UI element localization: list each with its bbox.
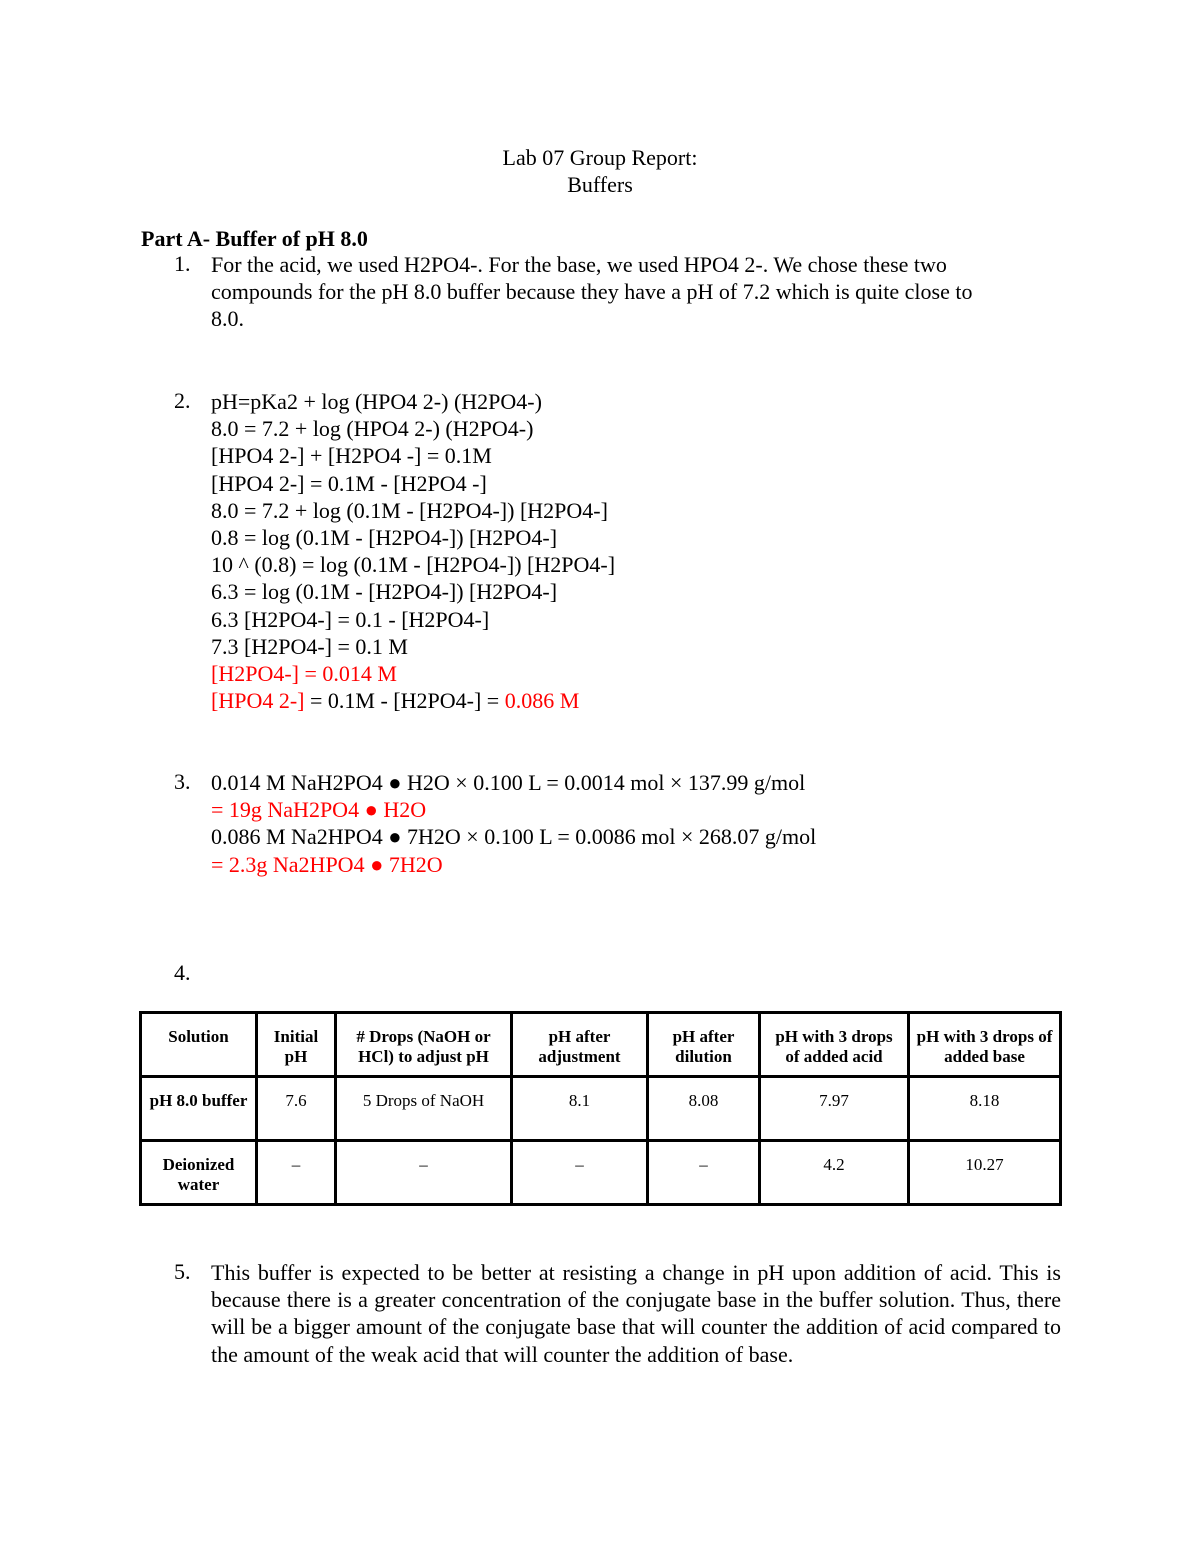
header-ph-added-base: pH with 3 drops of added base [909,1013,1061,1077]
table-cell: 8.1 [512,1077,648,1141]
q2-result-hpo4-expression: = 0.1M - [H2PO4-] = [304,688,505,714]
header-ph-after-dilution: pH after dilution [648,1013,760,1077]
q2-result-hpo4-label: [HPO4 2-] [211,688,305,714]
q2-result-hpo4-value: 0.086 M [504,688,580,714]
table-cell: Deionized water [141,1141,257,1205]
table-cell: – [336,1141,512,1205]
part-a-heading: Part A- Buffer of pH 8.0 [141,226,368,251]
question-5-number: 5. [174,1259,191,1284]
header-initial-ph: Initial pH [257,1013,336,1077]
report-title: Lab 07 Group Report: [502,145,698,170]
header-ph-added-acid: pH with 3 drops of added acid [760,1013,909,1077]
results-table [139,1011,1062,1206]
q2-line-8: 6.3 = log (0.1M - [H2PO4-]) [H2PO4-] [211,579,558,605]
table-cell: – [512,1141,648,1205]
q2-line-4: [HPO4 2-] = 0.1M - [H2PO4 -] [211,470,487,496]
q2-line-10: 7.3 [H2PO4-] = 0.1 M [211,633,408,659]
header-solution: Solution [141,1013,257,1077]
question-3-number: 3. [174,769,191,794]
table-cell: 7.97 [760,1077,909,1141]
q1-line-2: compounds for the pH 8.0 buffer because they have a pH of 7.2 which is quite close to [211,279,973,305]
q2-line-6: 0.8 = log (0.1M - [H2PO4-]) [H2PO4-] [211,524,558,550]
q1-line-1: For the acid, we used H2PO4-. For the base, we used HPO4 2-. We chose these two [211,252,947,277]
q2-line-1: pH=pKa2 + log (HPO4 2-) (H2PO4-) [211,389,542,414]
q5-text: This buffer is expected to be better at resisting a change in pH upon addition of acid. This is because there is a greater concentration of the conjugate base in the buffer solution. Thus, there will be a bigger amount of the conjugate base that will counter the addition of acid compared to the amount of the weak acid that will counter the addition of base. [211,1260,1061,1367]
q2-result-h2po4: [H2PO4-] = 0.014 M [211,660,397,686]
question-1-number: 1. [174,251,191,276]
q2-result-hpo4 [211,687,1061,714]
table-row [141,1077,1061,1141]
header-ph-after-adjustment: pH after adjustment [512,1013,648,1077]
q1-line-3: 8.0. [211,306,244,332]
q2-line-2: 8.0 = 7.2 + log (HPO4 2-) (H2PO4-) [211,416,534,442]
header-drops: # Drops (NaOH or HCl) to adjust pH [336,1013,512,1077]
q3-line-2: = 19g NaH2PO4 ● H2O [211,797,427,823]
q2-line-9: 6.3 [H2PO4-] = 0.1 - [H2PO4-] [211,606,490,632]
table-cell: 5 Drops of NaOH [336,1077,512,1141]
q3-line-4: = 2.3g Na2HPO4 ● 7H2O [211,851,443,877]
question-4-number: 4. [174,960,191,985]
table-cell: 7.6 [257,1077,336,1141]
table-cell: 10.27 [909,1141,1061,1205]
q2-line-5: 8.0 = 7.2 + log (0.1M - [H2PO4-]) [H2PO4-] [211,497,608,523]
table-cell: 4.2 [760,1141,909,1205]
table-cell: 8.18 [909,1077,1061,1141]
report-subtitle: Buffers [567,172,633,197]
table-cell: – [257,1141,336,1205]
q2-line-3: [HPO4 2-] + [H2PO4 -] = 0.1M [211,443,492,469]
table-header-row [141,1013,1061,1077]
q3-line-1: 0.014 M NaH2PO4 ● H2O × 0.100 L = 0.0014 mol × 137.99 g/mol [211,770,806,795]
question-2-number: 2. [174,388,191,413]
table-cell: pH 8.0 buffer [141,1077,257,1141]
q2-line-7: 10 ^ (0.8) = log (0.1M - [H2PO4-]) [H2PO4-] [211,552,616,578]
table-cell: – [648,1141,760,1205]
table-cell: 8.08 [648,1077,760,1141]
table-row [141,1141,1061,1205]
q3-line-3: 0.086 M Na2HPO4 ● 7H2O × 0.100 L = 0.0086 mol × 268.07 g/mol [211,824,817,850]
